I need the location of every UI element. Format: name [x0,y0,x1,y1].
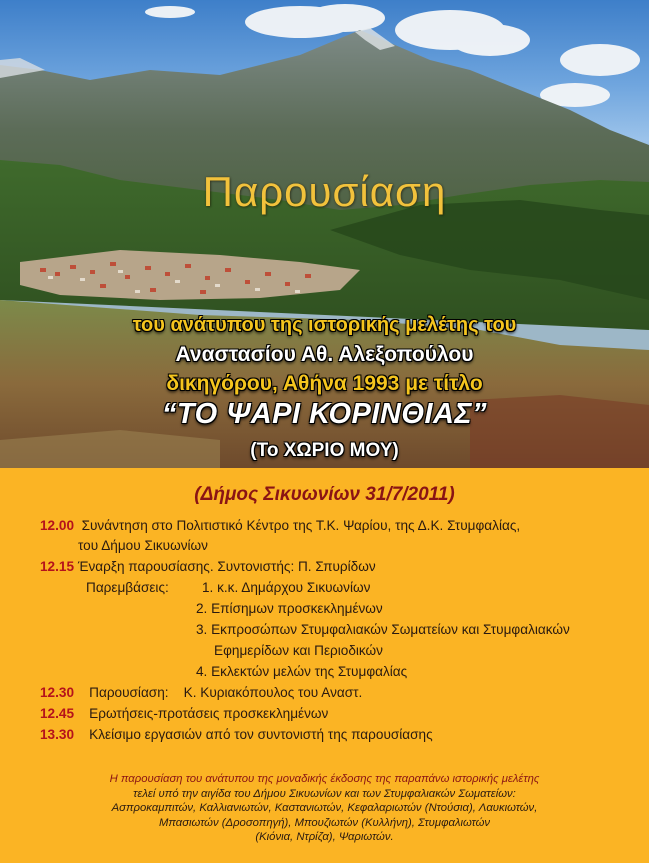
footer-line-2: τελεί υπό την αιγίδα του Δήμου Σικυωνίων και των Στυμφαλιακών Σωματείων: [133,787,516,800]
program-row-1230 [40,685,362,700]
book-subtitle: (Το ΧΩΡΙΟ ΜΟΥ) [250,440,399,461]
intervention-item-3: 3. Εκπροσώπων Στυμφαλιακών Σωματείων και Στυμφαλιακών [196,622,570,637]
footer-note [0,772,649,845]
program-row-continuation: του Δήμου Σικυωνίων [78,538,208,553]
program-text: Συνάντηση στο Πολιτιστικό Κέντρο της Τ.Κ. Ψαρίου, της Δ.Κ. Στυμφαλίας, [81,518,521,533]
time-label: 12.30 [40,685,75,700]
time-label: 12.15 [40,559,75,574]
intervention-item-4: 4. Εκλεκτών μελών της Στυμφαλίας [196,664,408,679]
program-row-1200 [40,518,520,533]
footer-line-3: Ασπροκαμπιτών, Καλλιανιωτών, Καστανιωτών, Κεφαλαριωτών (Ντούσια), Λαυκιωτών, [111,802,538,815]
program-text: Κλείσιμο εργασιών από τον συντονιστή της παρουσίασης [89,727,433,742]
program-row-1330 [40,727,433,742]
program-text: Κ. Κυριακόπουλος του Αναστ. [183,685,363,700]
time-label: 13.30 [40,727,75,742]
event-date: (Δήμος Σικυωνίων 31/7/2011) [194,484,455,505]
poster-title: Παρουσίαση [202,168,447,215]
book-title: “ΤΟ ΨΑΡΙ ΚΟΡΙΝΘΙΑΣ” [161,398,488,430]
interventions-label: Παρεμβάσεις: [86,580,169,595]
subtitle-line-1: του ανάτυπου της ιστορικής μελέτης του [132,314,517,336]
program-text: Έναρξη παρουσίασης. Συντονιστής: Π. Σπυρίδων [77,559,376,574]
footer-line-4: Μπασιωτών (Δροσοπηγή), Μπουζιωτών (Κυλλήνη), Στυμφαλιωτών [158,816,491,829]
program-text: Ερωτήσεις-προτάσεις προσκεκλημένων [89,706,329,721]
time-label: 12.00 [40,518,75,533]
presentation-label: Παρουσίαση: [89,685,169,700]
intervention-item-3-cont: Εφημερίδων και Περιοδικών [214,643,383,658]
footer-line-1: Η παρουσίαση του ανάτυπου της μοναδικής έκδοσης της παραπάνω ιστορικής μελέτης [109,773,540,785]
subtitle-line-3: δικηγόρου, Αθήνα 1993 με τίτλο [166,372,483,395]
intervention-item-1: 1. κ.κ. Δημάρχου Σικυωνίων [202,580,371,595]
footer-line-5: (Κιόνια, Ντρίζα), Ψαριωτών. [255,831,394,844]
program-row-1245 [40,706,328,721]
program-row-1215 [40,559,376,574]
author-name: Αναστασίου Αθ. Αλεξοπούλου [175,343,474,366]
intervention-item-2: 2. Επίσημων προσκεκλημένων [196,601,383,616]
time-label: 12.45 [40,706,75,721]
